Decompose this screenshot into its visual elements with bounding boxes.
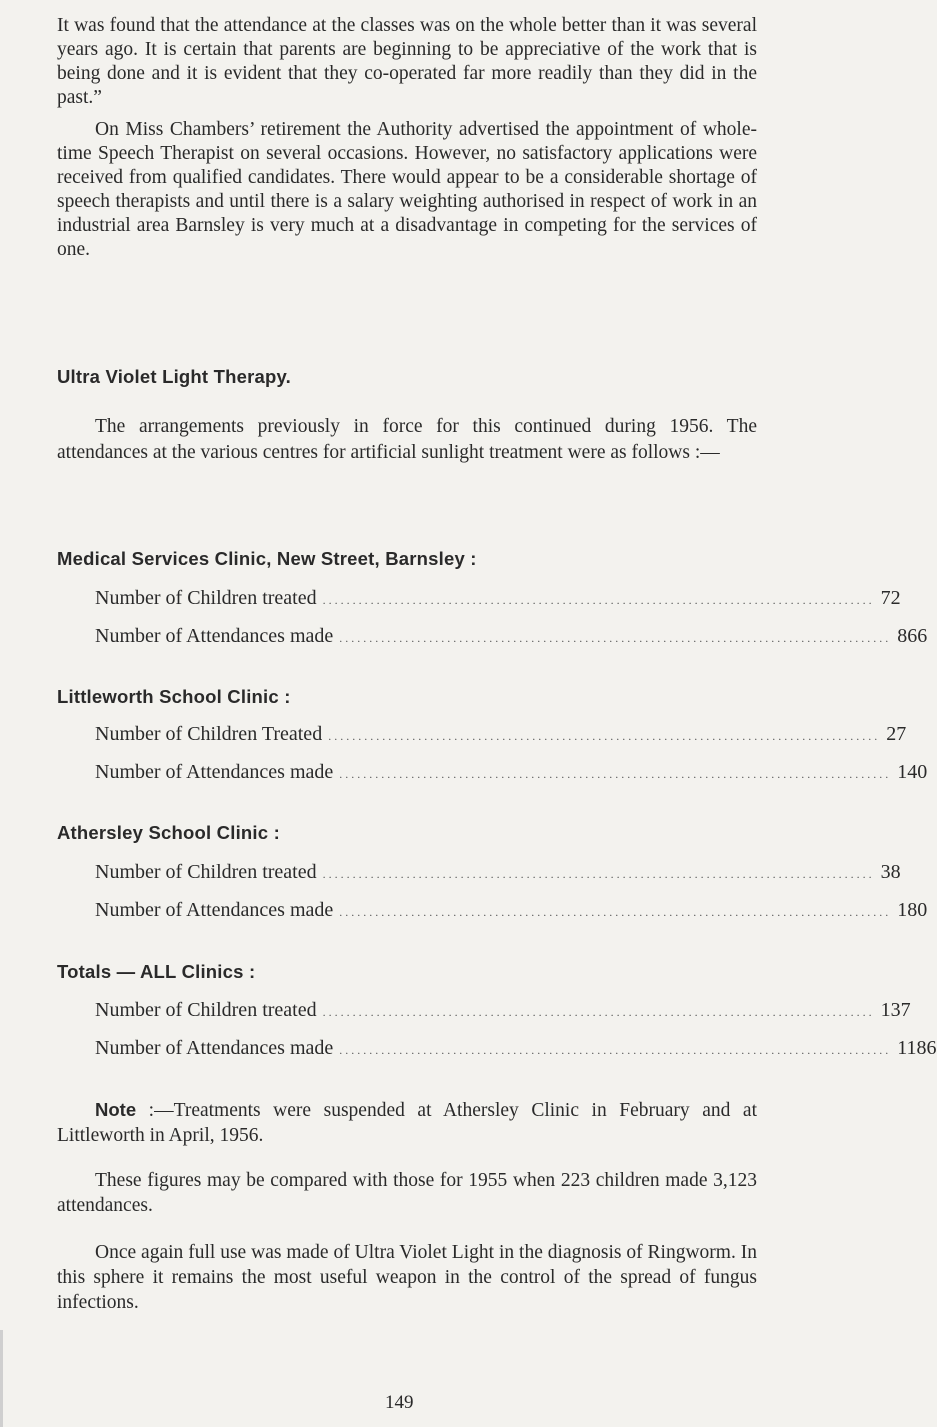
stat-row: [95, 723, 907, 749]
leader-dots: ............................................................................................: [322, 593, 875, 607]
section-heading-uv-therapy: Ultra Violet Light Therapy.: [57, 366, 291, 387]
note-paragraph: [57, 1097, 757, 1148]
stat-row: [95, 999, 911, 1025]
paragraph-uv-arrangements: The arrangements previously in force for this continued during 1956. The attendances at the various centres for artificial sunlight treatment were as follows :—: [57, 416, 757, 463]
stat-value: 137: [880, 999, 911, 1021]
stat-row: [95, 899, 928, 925]
note-label: Note: [95, 1099, 137, 1120]
stat-row: [95, 761, 928, 787]
totals-heading: Totals — ALL Clinics :: [57, 961, 256, 982]
stat-row: [95, 625, 928, 651]
stat-label: Number of Attendances made: [95, 1037, 334, 1059]
stat-label: Number of Children Treated: [95, 723, 323, 745]
page-number: 149: [385, 1392, 414, 1413]
stat-label: Number of Attendances made: [95, 899, 334, 921]
leader-dots: ............................................................................................: [339, 631, 892, 645]
page-edge-shadow: [0, 1330, 3, 1427]
stat-label: Number of Children treated: [95, 999, 317, 1021]
stat-value: 140: [897, 761, 928, 783]
stat-row: [95, 861, 901, 887]
leader-dots: ............................................................................................: [322, 1005, 875, 1019]
note-text: :—Treatments were suspended at Athersley Clinic in February and at Littleworth in April, 1956.: [57, 1100, 757, 1146]
paragraph-attendance: It was found that the attendance at the classes was on the whole better than it was several years ago. It is certain that parents are beginning to be appreciative of the work that is being done and it is evident that they co-operated far more readily than they did in the past.”: [57, 15, 757, 108]
clinic-heading: Medical Services Clinic, New Street, Barnsley :: [57, 548, 477, 569]
leader-dots: ............................................................................................: [339, 767, 892, 781]
stat-row: [95, 587, 901, 613]
clinic-heading: Athersley School Clinic :: [57, 822, 280, 843]
stat-value: 866: [897, 625, 928, 647]
leader-dots: ............................................................................................: [339, 905, 892, 919]
stat-value: 1186: [897, 1037, 937, 1059]
leader-dots: ............................................................................................: [328, 729, 881, 743]
paragraph-speech-therapist: On Miss Chambers’ retirement the Authority advertised the appointment of whole-time Speech Therapist on several occasions. However, no satisfactory applications were received from qualified candidates. There would appear to be a considerable shortage of speech therapists and until there is a salary weighting authorised in respect of work in an industrial area Barnsley is very much at a disadvantage in competing for the services of one.: [57, 119, 757, 260]
stat-label: Number of Attendances made: [95, 761, 334, 783]
paragraph-comparison: These figures may be compared with those for 1955 when 223 children made 3,123 attendances.: [57, 1170, 757, 1216]
leader-dots: ............................................................................................: [339, 1043, 892, 1057]
stat-label: Number of Attendances made: [95, 625, 334, 647]
stat-value: 180: [897, 899, 928, 921]
stat-value: 72: [880, 587, 901, 609]
leader-dots: ............................................................................................: [322, 867, 875, 881]
paragraph-ringworm: Once again full use was made of Ultra Violet Light in the diagnosis of Ringworm. In this sphere it remains the most useful weapon in the control of the spread of fungus infections.: [57, 1242, 757, 1313]
stat-value: 27: [886, 723, 907, 745]
stat-row: [95, 1037, 937, 1063]
clinic-heading: Littleworth School Clinic :: [57, 686, 291, 707]
stat-label: Number of Children treated: [95, 587, 317, 609]
stat-label: Number of Children treated: [95, 861, 317, 883]
stat-value: 38: [880, 861, 901, 883]
